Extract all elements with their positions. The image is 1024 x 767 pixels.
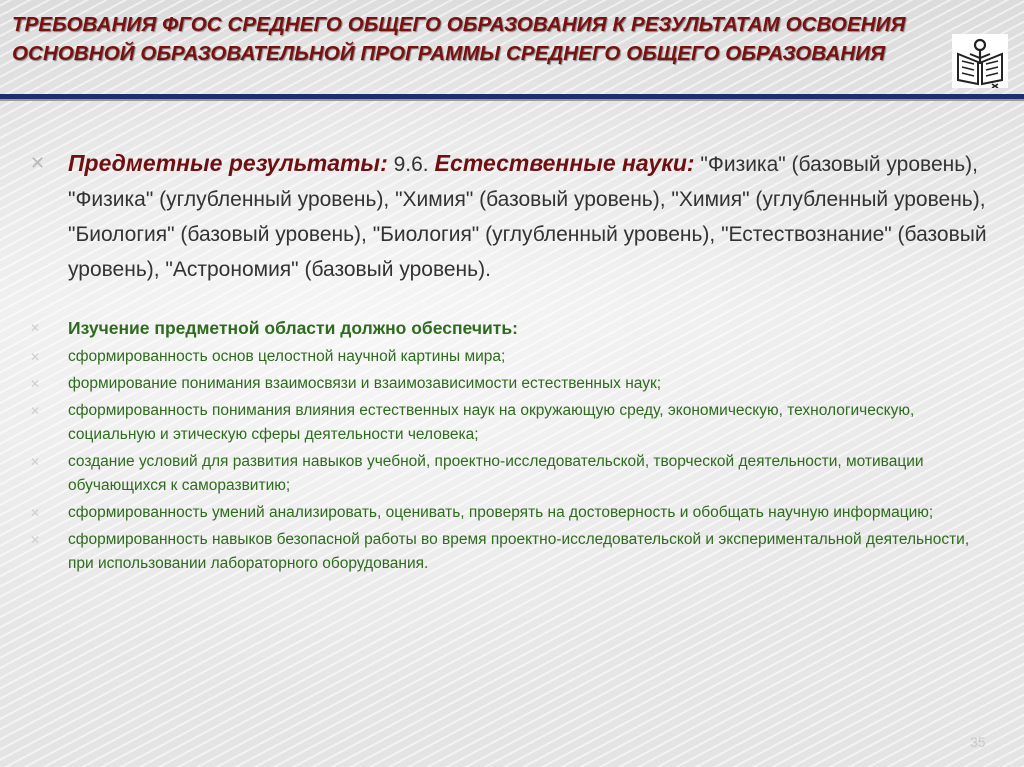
- cross-bullet-icon: ✕: [30, 350, 41, 364]
- content-area: [30, 146, 990, 579]
- requirements-list: [30, 315, 990, 576]
- section-number: 9.6.: [387, 153, 435, 176]
- list-item: [30, 501, 990, 525]
- requirements-heading-text: Изучение предметной области должно обеспечить:: [68, 318, 518, 338]
- natural-sciences-label: Естественные науки:: [434, 150, 695, 176]
- subject-results-label: Предметные результаты:: [68, 150, 388, 176]
- list-item: [30, 399, 990, 447]
- page-number: 35: [970, 734, 986, 750]
- list-item-text: формирование понимания взаимосвязи и взаимозависимости естественных наук;: [68, 375, 662, 392]
- cross-bullet-icon: ✕: [30, 533, 41, 547]
- header-divider-shadow: [0, 99, 1024, 101]
- title-line-1: ТРЕБОВАНИЯ ФГОС СРЕДНЕГО ОБЩЕГО ОБРАЗОВАНИЯ К РЕЗУЛЬТАТАМ ОСВОЕНИЯ: [12, 13, 906, 36]
- slide-title: [12, 10, 932, 68]
- list-item: [30, 528, 990, 576]
- list-item-text: сформированность понимания влияния естественных наук на окружающую среду, экономическую, технологическую, социальную и этическую сферы деятельности человека;: [68, 402, 915, 443]
- list-item-text: сформированность навыков безопасной работы во время проектно-исследовательской и экспериментальной деятельности, при использовании лабораторного оборудования.: [68, 531, 970, 572]
- list-item: [30, 372, 990, 396]
- list-item-text: сформированность основ целостной научной картины мира;: [68, 348, 506, 365]
- list-item: [30, 450, 990, 498]
- title-line-2: ОСНОВНОЙ ОБРАЗОВАТЕЛЬНОЙ ПРОГРАММЫ СРЕДНЕГО ОБЩЕГО ОБРАЗОВАНИЯ: [12, 42, 886, 65]
- cross-bullet-icon: ✕: [30, 455, 41, 469]
- subject-results-paragraph: [30, 146, 990, 287]
- cross-bullet-icon: ✕: [30, 377, 41, 391]
- cross-bullet-icon: ✕: [30, 321, 41, 335]
- school-emblem-icon: [952, 34, 1008, 88]
- subjects-list-text: "Физика" (базовый уровень), "Физика" (углубленный уровень), "Химия" (базовый уровень), "Химия" (углубленный уровень), "Биология" (базовый уровень), "Биология" (углубленный уровень), "Естествознание" (базовый уровень), "Астрономия" (базовый уровень).: [68, 153, 987, 281]
- cross-bullet-icon: ✕: [30, 506, 41, 520]
- cross-bullet-icon: ✕: [30, 404, 41, 418]
- list-item-text: создание условий для развития навыков учебной, проектно-исследовательской, творческой деятельности, мотивации обучающихся к саморазвитию;: [68, 453, 924, 494]
- requirements-heading: [30, 315, 990, 341]
- cross-bullet-icon: ✕: [30, 153, 46, 173]
- list-item: [30, 345, 990, 369]
- list-item-text: сформированность умений анализировать, оценивать, проверять на достоверность и обобщать научную информацию;: [68, 504, 934, 521]
